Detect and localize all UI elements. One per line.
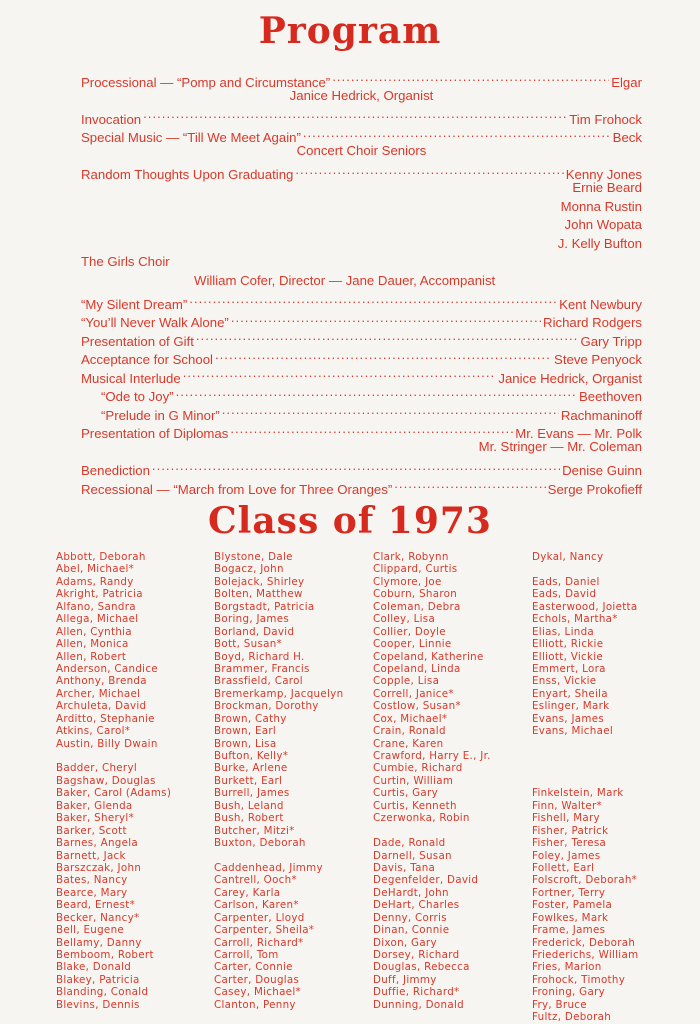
program-item-title: Invocation <box>81 111 142 127</box>
graduate-name: Bush, Leland <box>214 799 284 812</box>
dot-leader <box>230 420 513 439</box>
program-item-performer: Beck <box>612 130 642 145</box>
graduate-name: Evans, Michael <box>532 725 613 738</box>
program-item <box>81 105 642 127</box>
graduate-name: Eads, Daniel <box>532 575 600 588</box>
graduate-name: Boyd, Richard H. <box>214 650 305 663</box>
program-item-performer: Kenny Jones <box>565 167 642 182</box>
name-column <box>532 551 697 1024</box>
program-item-title: Special Music — “Till We Meet Again” <box>81 130 301 145</box>
graduate-name: Carlson, Karen* <box>214 899 299 912</box>
graduate-name: Echols, Martha* <box>532 613 618 626</box>
dot-leader <box>222 401 559 420</box>
graduate-name: Blanding, Conald <box>56 986 149 999</box>
graduate-name: Copeland, Katherine <box>373 650 484 663</box>
dot-leader <box>231 309 541 328</box>
graduate-name: Cooper, Linnie <box>373 638 452 651</box>
graduate-name: Crane, Karen <box>373 737 444 750</box>
graduate-name: Elliott, Vickie <box>532 650 604 663</box>
class-title: Class of 1973 <box>208 500 492 542</box>
dot-leader <box>196 327 579 346</box>
graduate-name: Brown, Earl <box>214 725 277 738</box>
graduate-name: Curtis, Kenneth <box>373 799 457 812</box>
graduate-name: Bemboom, Robert <box>56 949 154 961</box>
graduate-name: Borgstadt, Patricia <box>214 600 315 613</box>
graduate-name: Blake, Donald <box>56 961 132 974</box>
graduate-name: Allen, Robert <box>56 650 127 663</box>
graduate-name: Baker, Sheryl* <box>56 812 135 825</box>
graduate-name <box>373 825 538 837</box>
dot-leader <box>303 124 611 143</box>
graduate-name: Correll, Janice* <box>373 687 454 700</box>
graduate-name: Brown, Lisa <box>214 737 277 750</box>
graduate-name: Frohock, Timothy <box>532 973 626 986</box>
graduate-name: Barker, Scott <box>56 824 127 837</box>
program-list <box>81 68 642 497</box>
program-item <box>81 68 642 90</box>
dot-leader <box>189 290 557 309</box>
graduate-name: Barnett, Jack <box>56 849 126 862</box>
graduate-name: Dorsey, Richard <box>373 949 460 961</box>
program-item-text: John Wopata <box>564 217 642 232</box>
program-item <box>81 161 642 180</box>
graduate-name <box>532 775 697 787</box>
graduate-name: Costlow, Susan* <box>373 700 461 713</box>
graduate-name: Cantrell, Ooch* <box>214 874 297 887</box>
program-item-text: Mr. Stringer — Mr. Coleman <box>478 439 642 454</box>
graduate-name: Duff, Jimmy <box>373 973 437 986</box>
program-item-text: Concert Choir Seniors <box>296 143 427 158</box>
graduate-name: Carter, Connie <box>214 961 293 974</box>
graduate-name: Fisher, Teresa <box>532 837 607 850</box>
graduate-name: Coleman, Debra <box>373 600 461 613</box>
graduate-name: Bell, Eugene <box>56 924 125 937</box>
graduate-name: Curtin, William <box>373 774 454 787</box>
graduate-name: Froning, Gary <box>532 986 605 999</box>
graduate-name: Brammer, Francis <box>214 662 310 675</box>
program-item <box>81 235 642 254</box>
graduate-name: Fowlkes, Mark <box>532 911 609 924</box>
graduate-name: Carpenter, Lloyd <box>214 911 305 924</box>
program-item <box>81 475 642 497</box>
program-item <box>81 124 642 143</box>
program-item-performer: Rachmaninoff <box>560 407 642 423</box>
program-item-title: Recessional — “March from Love for Three Oranges” <box>81 481 393 497</box>
program-item-performer: Gary Tripp <box>580 333 642 349</box>
program-item-title: “Ode to Joy” <box>101 389 174 404</box>
program-item-title: “You’ll Never Walk Alone” <box>81 315 229 330</box>
program-item-title: “My Silent Dream” <box>81 296 188 312</box>
graduate-name: Eads, David <box>532 588 597 601</box>
graduate-name: Czerwonka, Robin <box>373 812 470 825</box>
graduate-name: Enss, Vickie <box>532 675 597 688</box>
graduate-name: Darnell, Susan <box>373 849 452 862</box>
graduate-name: Beard, Ernest* <box>56 899 136 912</box>
graduate-name: Cox, Michael* <box>373 712 448 725</box>
graduate-name: Butcher, Mitzi* <box>214 824 295 837</box>
program-item-title: Presentation of Diplomas <box>81 426 229 441</box>
program-item-performer: Mr. Evans — Mr. Polk <box>515 426 642 441</box>
graduate-name: Frame, James <box>532 924 606 937</box>
graduate-name: Frederick, Deborah <box>532 936 636 949</box>
graduate-name: Elias, Linda <box>532 625 595 638</box>
program-item-title: Random Thoughts Upon Graduating <box>81 167 294 182</box>
graduate-name: Fishell, Mary <box>532 812 600 825</box>
program-item-title: Acceptance for School <box>81 352 213 367</box>
graduate-name <box>532 563 697 575</box>
graduate-name: Dunning, Donald <box>373 998 464 1011</box>
dot-leader <box>176 383 577 402</box>
graduate-name: Bremerkamp, Jacquelyn <box>214 687 344 700</box>
program-item-title: Processional — “Pomp and Circumstance” <box>81 74 331 90</box>
graduate-name: Archer, Michael <box>56 687 141 700</box>
graduate-name: Bogacz, John <box>214 563 284 576</box>
graduate-name: Curtis, Gary <box>373 787 438 800</box>
graduate-name: Fortner, Terry <box>532 886 606 899</box>
graduate-name: Folscroft, Deborah* <box>532 874 638 887</box>
graduate-name: Dixon, Gary <box>373 936 437 949</box>
program-item-text: Ernie Beard <box>572 180 642 195</box>
program-item <box>81 253 642 272</box>
dot-leader <box>394 475 545 494</box>
graduate-name: Copple, Lisa <box>373 675 440 688</box>
graduate-name: Bott, Susan* <box>214 638 282 651</box>
graduate-name: Copeland, Linda <box>373 662 461 675</box>
program-item-title: “Prelude in G Minor” <box>101 407 220 423</box>
program-title: Program <box>258 10 442 52</box>
program-item-performer: Elgar <box>611 74 642 90</box>
graduate-name: Finkelstein, Mark <box>532 787 624 800</box>
graduate-name: Eslinger, Mark <box>532 700 610 713</box>
graduate-name: Finn, Walter* <box>532 799 602 812</box>
graduate-name: Carroll, Tom <box>214 949 279 961</box>
graduate-name: Akright, Patricia <box>56 588 143 601</box>
graduate-name: Clanton, Penny <box>214 998 296 1011</box>
graduate-name: Degenfelder, David <box>373 874 479 887</box>
graduate-name <box>532 762 697 774</box>
graduate-name <box>214 850 379 862</box>
program-item-performer: Steve Penyock <box>554 352 642 367</box>
graduate-name: Bolten, Matthew <box>214 588 303 601</box>
graduate-name: Archuleta, David <box>56 700 147 713</box>
graduate-name: Dykal, Nancy <box>532 551 604 563</box>
graduate-name: Borland, David <box>214 625 295 638</box>
graduate-name: DeHardt, John <box>373 886 449 899</box>
graduate-name: Caddenhead, Jimmy <box>214 861 323 874</box>
name-column <box>214 551 379 1011</box>
graduate-name: Fisher, Patrick <box>532 824 609 837</box>
program-item-performer: Kent Newbury <box>559 296 642 312</box>
program-item-performer: Richard Rodgers <box>543 315 642 330</box>
graduate-name: Fries, Marion <box>532 961 602 974</box>
graduate-name <box>532 750 697 762</box>
graduate-name: Carey, Karla <box>214 886 281 899</box>
program-item <box>81 272 642 291</box>
graduate-name: Foster, Pamela <box>532 899 613 912</box>
graduate-name: Bolejack, Shirley <box>214 575 305 588</box>
dot-leader <box>215 346 552 365</box>
graduate-name: Barszczak, John <box>56 861 142 874</box>
graduate-name: Baker, Glenda <box>56 799 133 812</box>
program-item-performer: Serge Prokofieff <box>547 481 642 497</box>
graduate-name: Emmert, Lora <box>532 662 606 675</box>
graduate-name: Bagshaw, Douglas <box>56 774 156 787</box>
graduate-name: Adams, Randy <box>56 575 134 588</box>
graduate-name: Brockman, Dorothy <box>214 700 319 713</box>
program-item <box>81 457 642 476</box>
dot-leader <box>183 364 497 383</box>
graduate-name: Dinan, Connie <box>373 924 450 937</box>
graduate-name: Anthony, Brenda <box>56 675 147 688</box>
name-column <box>373 551 538 1011</box>
program-item-performer: Tim Frohock <box>569 111 642 127</box>
program-item-performer: Beethoven <box>578 389 642 404</box>
graduate-name: Allen, Cynthia <box>56 625 132 638</box>
graduate-name: Carroll, Richard* <box>214 936 304 949</box>
graduate-name: Fultz, Deborah <box>532 1011 612 1024</box>
graduate-name: Cumbie, Richard <box>373 762 463 775</box>
program-item-performer: Janice Hedrick, Organist <box>498 370 642 386</box>
graduate-name: Arditto, Stephanie <box>56 712 155 725</box>
graduate-name: Blevins, Dennis <box>56 998 140 1011</box>
graduate-name: Burrell, James <box>214 787 290 800</box>
graduate-name: Clippard, Curtis <box>373 563 458 576</box>
program-item-text: Monna Rustin <box>560 198 642 214</box>
graduate-name <box>532 738 697 750</box>
graduate-name: Blakey, Patricia <box>56 973 140 986</box>
graduate-name: Bush, Robert <box>214 812 284 825</box>
graduate-name: Evans, James <box>532 712 605 725</box>
graduate-name: Crawford, Harry E., Jr. <box>373 750 491 762</box>
graduate-name: Collier, Doyle <box>373 625 446 638</box>
program-item-text: The Girls Choir <box>81 254 170 269</box>
program-item <box>81 216 642 235</box>
graduate-name: Carpenter, Sheila* <box>214 924 315 937</box>
dot-leader <box>152 457 560 476</box>
graduate-name: Allega, Michael <box>56 613 139 626</box>
graduate-name: Carter, Douglas <box>214 973 300 986</box>
graduate-name: Douglas, Rebecca <box>373 961 470 974</box>
graduate-name: Bates, Nancy <box>56 874 128 887</box>
graduate-name: Anderson, Candice <box>56 662 158 675</box>
program-item-performer: Denise Guinn <box>562 463 642 478</box>
graduate-name: DeHart, Charles <box>373 899 460 912</box>
graduate-name: Badder, Cheryl <box>56 762 137 775</box>
graduate-name: Friederichs, William <box>532 949 639 961</box>
graduate-name: Allen, Monica <box>56 638 129 651</box>
graduate-name: Bearce, Mary <box>56 886 128 899</box>
graduate-name: Abel, Michael* <box>56 563 135 576</box>
graduate-name: Atkins, Carol* <box>56 725 131 738</box>
graduate-name: Casey, Michael* <box>214 986 301 999</box>
graduate-name: Becker, Nancy* <box>56 911 140 924</box>
dot-leader <box>143 105 567 124</box>
graduate-name: Follett, Earl <box>532 861 595 874</box>
graduate-name: Barnes, Angela <box>56 837 139 850</box>
graduate-name: Easterwood, Joietta <box>532 600 638 613</box>
graduate-name: Buxton, Deborah <box>214 837 306 850</box>
program-item-text: J. Kelly Bufton <box>557 235 642 251</box>
dot-leader <box>295 161 563 180</box>
graduate-name: Davis, Tana <box>373 861 436 874</box>
graduate-name: Boring, James <box>214 613 290 626</box>
graduate-name: Burke, Arlene <box>214 762 288 775</box>
graduate-name <box>56 750 221 762</box>
dot-leader <box>332 68 609 87</box>
graduate-name: Duffie, Richard* <box>373 986 460 999</box>
graduate-name: Bufton, Kelly* <box>214 750 289 762</box>
graduate-name: Abbott, Deborah <box>56 551 146 563</box>
graduate-name: Denny, Corris <box>373 911 447 924</box>
graduate-name: Alfano, Sandra <box>56 600 136 613</box>
graduate-name: Fry, Bruce <box>532 998 587 1011</box>
graduate-name: Enyart, Sheila <box>532 687 608 700</box>
graduate-name: Foley, James <box>532 849 601 862</box>
graduate-name: Burkett, Earl <box>214 774 283 787</box>
graduate-name: Blystone, Dale <box>214 551 293 563</box>
program-item <box>81 198 642 217</box>
graduate-name: Crain, Ronald <box>373 725 446 738</box>
program-item-title: Musical Interlude <box>81 370 181 386</box>
graduate-name: Colley, Lisa <box>373 613 436 626</box>
graduate-name: Clymore, Joe <box>373 575 442 588</box>
program-item-title: Benediction <box>81 463 150 478</box>
graduate-name: Coburn, Sharon <box>373 588 458 601</box>
program-item-text: William Cofer, Director — Jane Dauer, Accompanist <box>194 272 496 288</box>
graduate-name: Elliott, Rickie <box>532 638 604 651</box>
name-column <box>56 551 221 1011</box>
graduate-name: Brown, Cathy <box>214 712 287 725</box>
graduate-name: Baker, Carol (Adams) <box>56 787 172 800</box>
graduate-name: Dade, Ronald <box>373 837 446 850</box>
graduate-name: Brassfield, Carol <box>214 675 303 688</box>
graduate-name: Bellamy, Danny <box>56 936 142 949</box>
program-item <box>81 290 642 312</box>
graduate-name: Austin, Billy Dwain <box>56 737 158 750</box>
program-item-title: Presentation of Gift <box>81 333 194 349</box>
program-item-text: Janice Hedrick, Organist <box>289 87 434 103</box>
graduate-name: Clark, Robynn <box>373 551 449 563</box>
